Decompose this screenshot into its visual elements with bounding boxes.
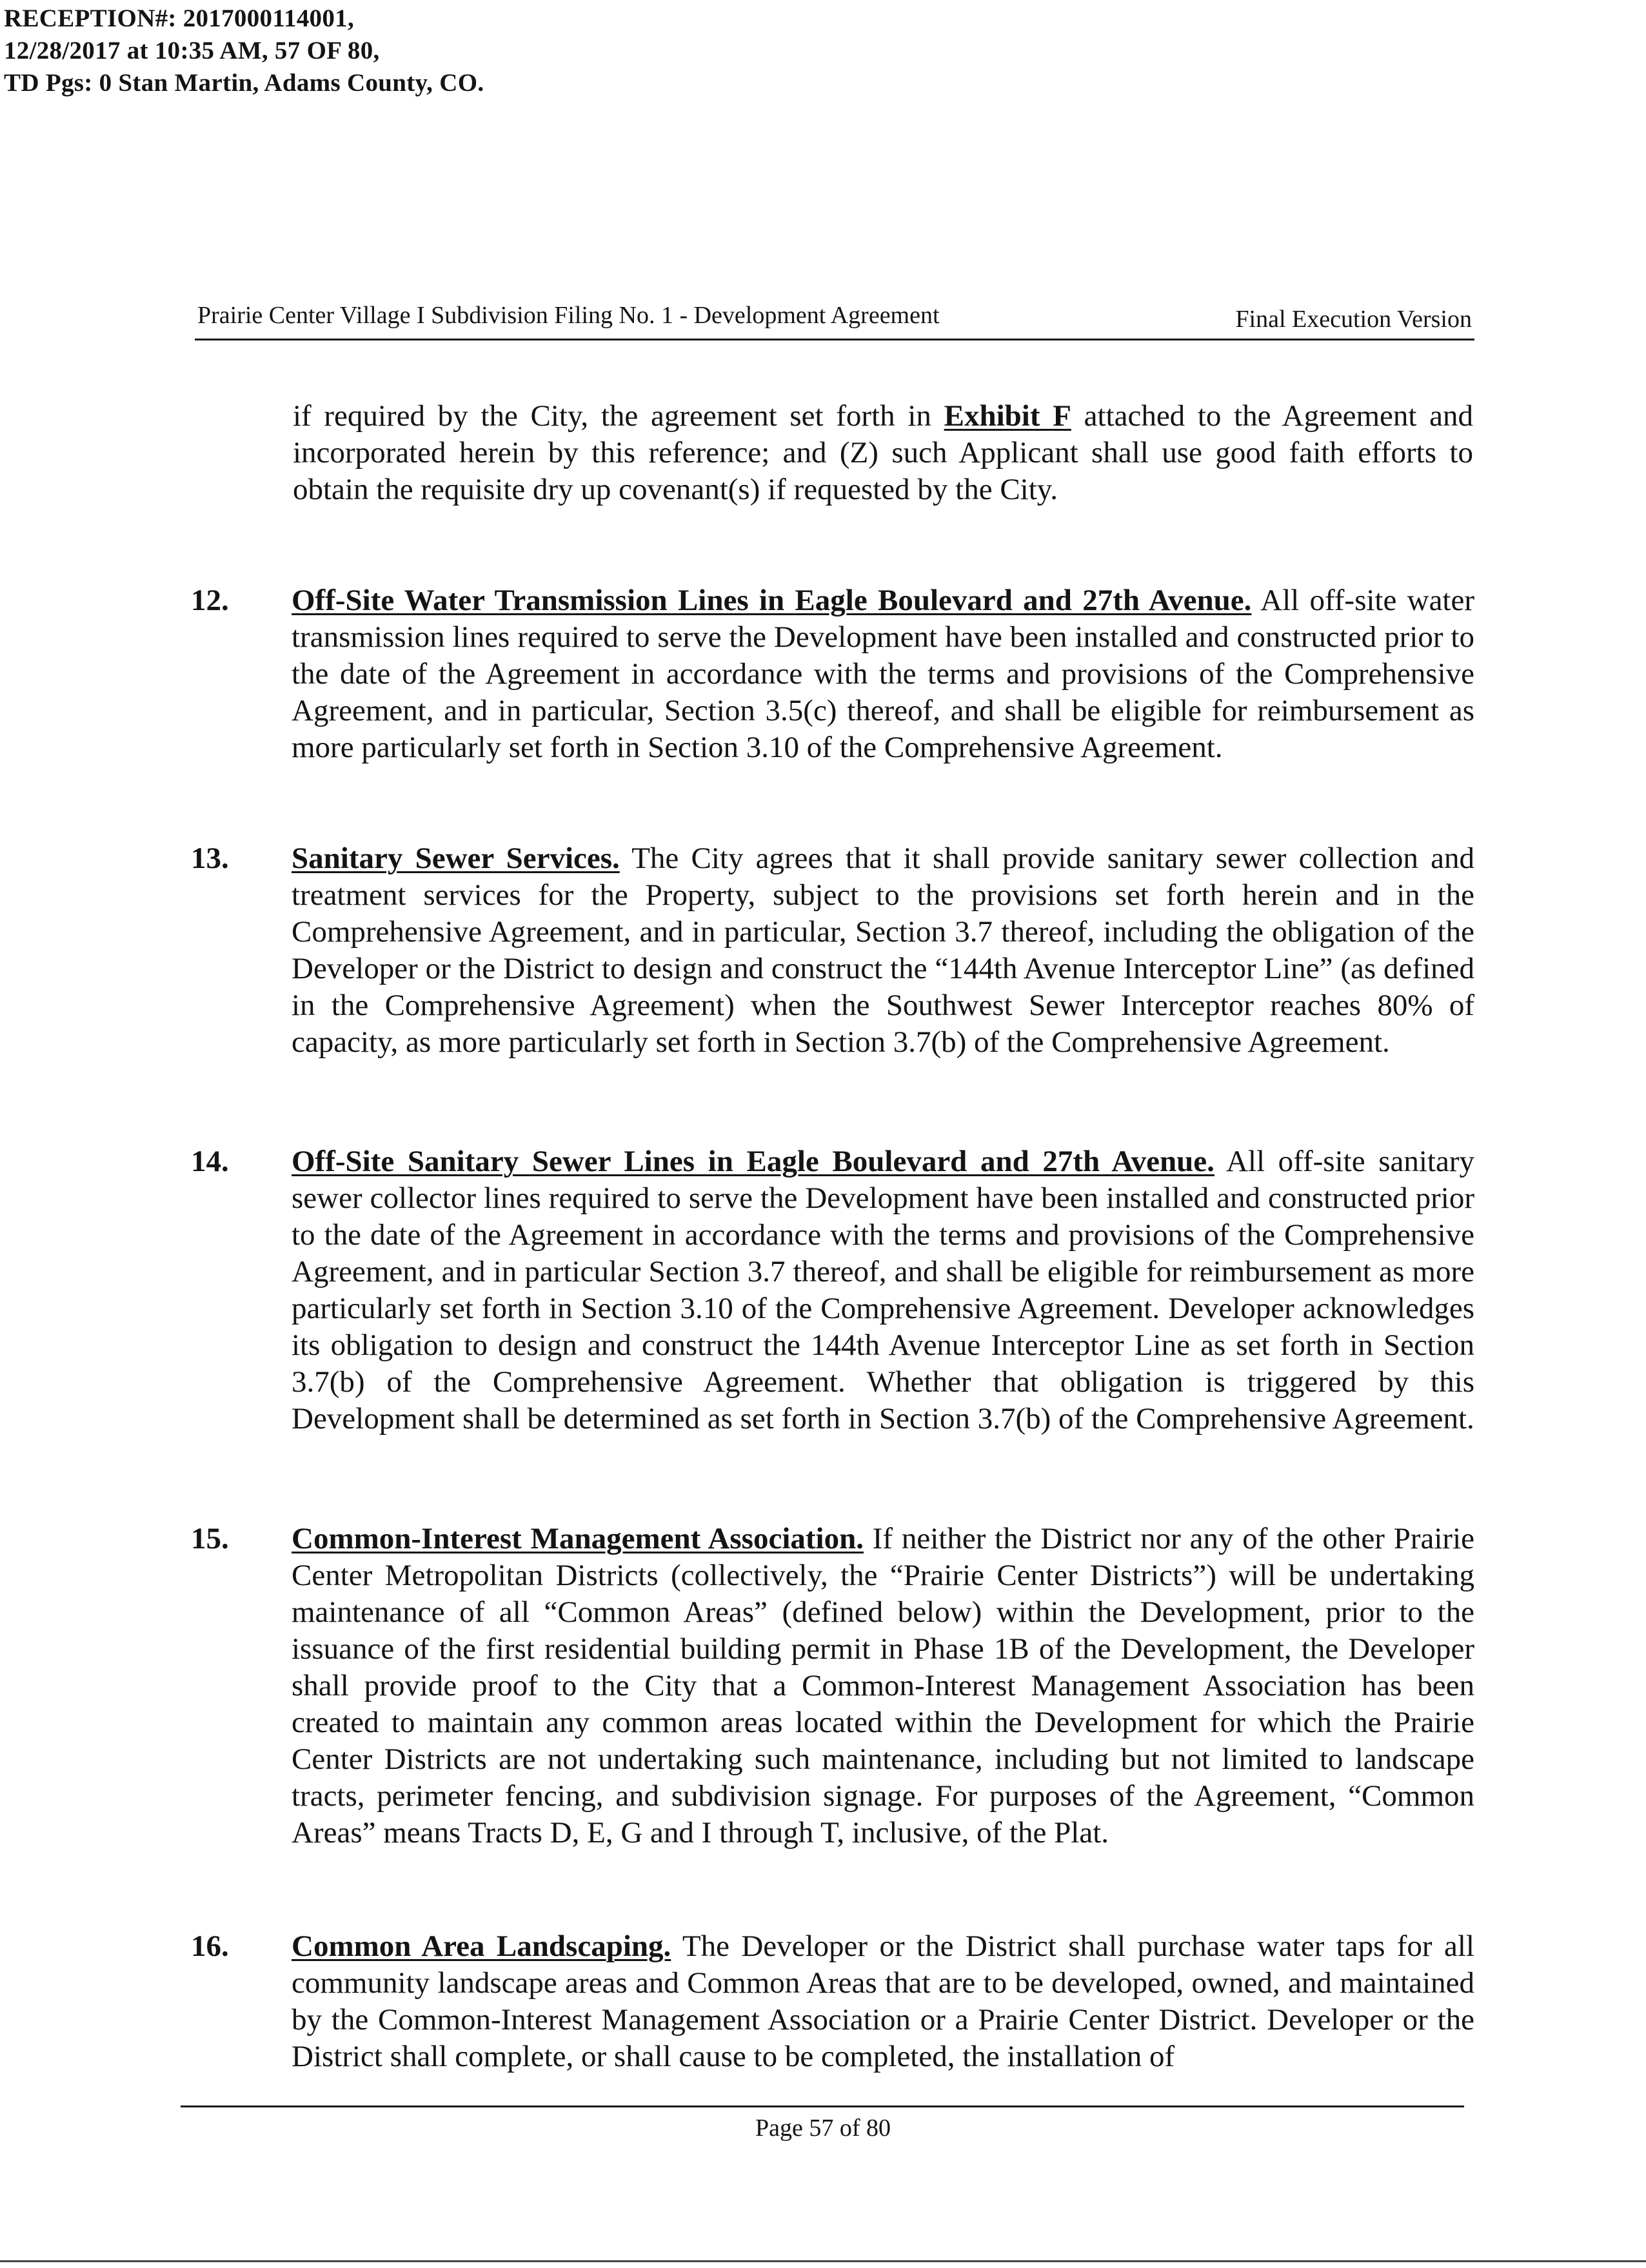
- section-body: [292, 840, 1474, 1061]
- page-number: Page 57 of 80: [755, 2115, 891, 2142]
- section-number: 13.: [191, 842, 229, 875]
- section-text: The Developer or the District shall purchase water taps for all community landscape areas and Common Areas that are to be developed, owned, and maintained by the Common-Interest Management Association or a Prairie Center District. Developer or the District shall complete, or shall cause to be completed, the installation of: [292, 1929, 1474, 2073]
- section-title: Off-Site Water Transmission Lines in Eagle Boulevard and 27th Avenue.: [292, 584, 1252, 617]
- header-document-title: Prairie Center Village I Subdivision Filing No. 1 - Development Agreement: [197, 302, 940, 329]
- recording-stamp-line-2: 12/28/2017 at 10:35 AM, 57 OF 80,: [4, 37, 380, 64]
- recording-stamp: [4, 3, 713, 99]
- section-title: Sanitary Sewer Services.: [292, 842, 620, 875]
- section-number: 15.: [191, 1522, 229, 1555]
- continuation-paragraph: [293, 398, 1473, 508]
- section-body: [292, 582, 1474, 766]
- section-15: [191, 1521, 1474, 1851]
- section-14: [191, 1143, 1474, 1437]
- footer-rule: [181, 2105, 1464, 2107]
- section-body: [292, 1521, 1474, 1851]
- recording-stamp-line-3: TD Pgs: 0 Stan Martin, Adams County, CO.: [4, 69, 484, 97]
- section-number: 12.: [191, 584, 229, 617]
- header-version: Final Execution Version: [1235, 306, 1472, 333]
- section-title: Common-Interest Management Association.: [292, 1522, 864, 1555]
- section-number: 14.: [191, 1145, 229, 1178]
- scan-edge-line: [0, 2260, 1646, 2262]
- section-number: 16.: [191, 1929, 229, 1963]
- section-13: [191, 840, 1474, 1061]
- section-text: The City agrees that it shall provide sanitary sewer collection and treatment services for the Property, subject to the provisions set forth herein and in the Comprehensive Agreement, and in particular, Section 3.7 thereof, including the obligation of the Developer or the District to design and construct the “144th Avenue Interceptor Line” (as defined in the Comprehensive Agreement) when the Southwest Sewer Interceptor reaches 80% of capacity, as more particularly set forth in Section 3.7(b) of the Comprehensive Agreement.: [292, 842, 1474, 1059]
- section-title: Off-Site Sanitary Sewer Lines in Eagle Boulevard and 27th Avenue.: [292, 1145, 1215, 1178]
- section-text: All off-site sanitary sewer collector lines required to serve the Development have been installed and constructed prior to the date of the Agreement in accordance with the terms and provisions of the Comprehensive Agreement, and in particular Section 3.7 thereof, and shall be eligible for reimbursement as more particularly set forth in Section 3.10 of the Comprehensive Agreement. Developer acknowledges its obligation to design and construct the 144th Avenue Interceptor Line as set forth in Section 3.7(b) of the Comprehensive Agreement. Whether that obligation is triggered by this Development shall be determined as set forth in Section 3.7(b) of the Comprehensive Agreement.: [292, 1145, 1474, 1435]
- page-header: [195, 295, 1474, 340]
- continuation-text-start: if required by the City, the agreement set forth in: [293, 399, 944, 433]
- section-16: [191, 1928, 1474, 2075]
- section-text: If neither the District nor any of the other Prairie Center Metropolitan Districts (collectively, the “Prairie Center Districts”) will be undertaking maintenance of all “Common Areas” (defined below) within the Development, prior to the issuance of the first residential building permit in Phase 1B of the Development, the Developer shall provide proof to the City that a Common-Interest Management Association has been created to maintain any common areas located within the Development for which the Prairie Center Districts are not undertaking such maintenance, including but not limited to landscape tracts, perimeter fencing, and subdivision signage. For purposes of the Agreement, “Common Areas” means Tracts D, E, G and I through T, inclusive, of the Plat.: [292, 1522, 1475, 1849]
- exhibit-reference: Exhibit F: [944, 399, 1071, 433]
- section-body: [292, 1928, 1474, 2075]
- section-body: [292, 1143, 1474, 1437]
- recording-stamp-line-1: RECEPTION#: 2017000114001,: [4, 5, 355, 32]
- continuation-text-end: attached to the Agreement and incorporated herein by this reference; and (Z) such Applicant shall use good faith efforts to obtain the requisite dry up covenant(s) if requested by the City.: [293, 399, 1473, 506]
- section-text: All off-site water transmission lines required to serve the Development have been installed and constructed prior to the date of the Agreement in accordance with the terms and provisions of the Comprehensive Agreement, and in particular, Section 3.5(c) thereof, and shall be eligible for reimbursement as more particularly set forth in Section 3.10 of the Comprehensive Agreement.: [292, 584, 1474, 764]
- section-12: [191, 582, 1474, 766]
- section-title: Common Area Landscaping.: [292, 1929, 671, 1963]
